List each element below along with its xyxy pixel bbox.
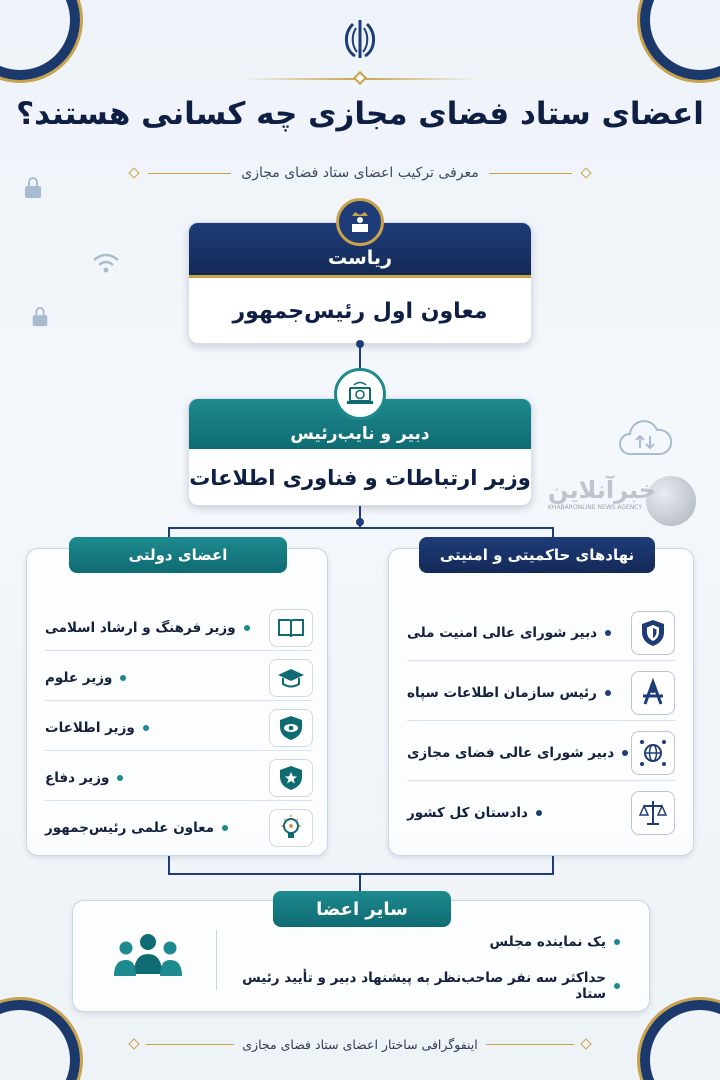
connector-node: [356, 340, 364, 348]
connector-line: [552, 856, 554, 874]
footer-row: [130, 1032, 590, 1056]
list-item-text: رئیس سازمان اطلاعات سپاه: [407, 684, 597, 701]
graduation-cap-icon: [269, 659, 313, 697]
lock-icon: [22, 176, 44, 200]
secretary-holder: وزیر ارتباطات و فناوری اطلاعات: [189, 466, 531, 490]
corner-ornament: [640, 1000, 720, 1080]
divider: [216, 930, 217, 990]
page-title: اعضای ستاد فضای مجازی چه کسانی هستند؟: [16, 96, 704, 132]
government-members-panel: [26, 548, 328, 856]
list-item: [407, 665, 675, 721]
connector-line: [168, 527, 553, 529]
list-item: [240, 970, 620, 1002]
corner-ornament: [640, 0, 720, 80]
connector-line: [168, 856, 170, 874]
corner-ornament: [0, 0, 80, 80]
eye-shield-icon: [269, 709, 313, 747]
watermark-sub: KHABARONLINE NEWS AGENCY: [548, 504, 643, 511]
subtitle-row: [130, 162, 590, 184]
watermark: [548, 476, 698, 546]
list-item: [45, 605, 313, 651]
other-members-label: سایر اعضا: [273, 891, 451, 927]
list-item-text: وزیر دفاع: [45, 769, 110, 786]
watermark-name: خبرآنلاین: [548, 476, 657, 504]
footer-caption: اینفوگرافی ساختار اعضای ستاد فضای مجازی: [242, 1036, 478, 1052]
connector-line: [359, 873, 361, 891]
government-members-label: اعضای دولتی: [69, 537, 287, 573]
list-item-text: حداکثر سه نفر صاحب‌نظر به پیشنهاد دبیر و تأیید رئیس ستاد: [242, 970, 606, 1002]
list-item: [407, 725, 675, 781]
divider-diamond: [353, 71, 367, 85]
page-subtitle: معرفی ترکیب اعضای ستاد فضای مجازی: [241, 165, 479, 181]
headship-label: ریاست: [189, 223, 531, 278]
laptop-globe-icon: [334, 368, 386, 420]
globe-network-icon: [631, 731, 675, 775]
group-icon: [108, 930, 188, 980]
book-icon: [269, 609, 313, 647]
list-item: [407, 785, 675, 841]
list-item: [407, 605, 675, 661]
list-item-text: معاون علمی رئیس‌جمهور: [45, 820, 215, 836]
corner-ornament: [0, 1000, 80, 1080]
sovereign-institutions-label: نهادهای حاکمیتی و امنیتی: [419, 537, 655, 573]
scales-icon: [631, 791, 675, 835]
lock-icon: [30, 306, 50, 328]
lightbulb-icon: [269, 809, 313, 847]
list-item: [45, 705, 313, 751]
list-item-text: دبیر شورای عالی فضای مجازی: [407, 744, 615, 761]
connector-line: [168, 873, 554, 875]
list-item: [45, 805, 313, 851]
list-item-text: وزیر علوم: [45, 669, 113, 686]
list-item: [240, 934, 620, 950]
iran-emblem-icon: [335, 14, 385, 64]
list-item-text: دادستان کل کشور: [407, 805, 528, 821]
list-item-text: دبیر شورای عالی امنیت ملی: [407, 624, 598, 641]
list-item-text: وزیر فرهنگ و ارشاد اسلامی: [45, 619, 236, 636]
sovereign-institutions-panel: [388, 548, 694, 856]
list-item: [45, 755, 313, 801]
podium-icon: [336, 198, 384, 246]
headship-holder: معاون اول رئیس‌جمهور: [232, 299, 488, 324]
wifi-icon: [92, 252, 120, 274]
list-item-text: وزیر اطلاعات: [45, 719, 135, 736]
star-shield-icon: [269, 759, 313, 797]
list-item-text: یک نماینده مجلس: [489, 934, 606, 950]
irgc-emblem-icon: [631, 671, 675, 715]
list-item: [45, 655, 313, 701]
cloud-icon: [616, 418, 674, 460]
secretary-label: دبیر و نایب‌رئیس: [189, 399, 531, 449]
connector-node: [356, 518, 364, 526]
shield-icon: [631, 611, 675, 655]
